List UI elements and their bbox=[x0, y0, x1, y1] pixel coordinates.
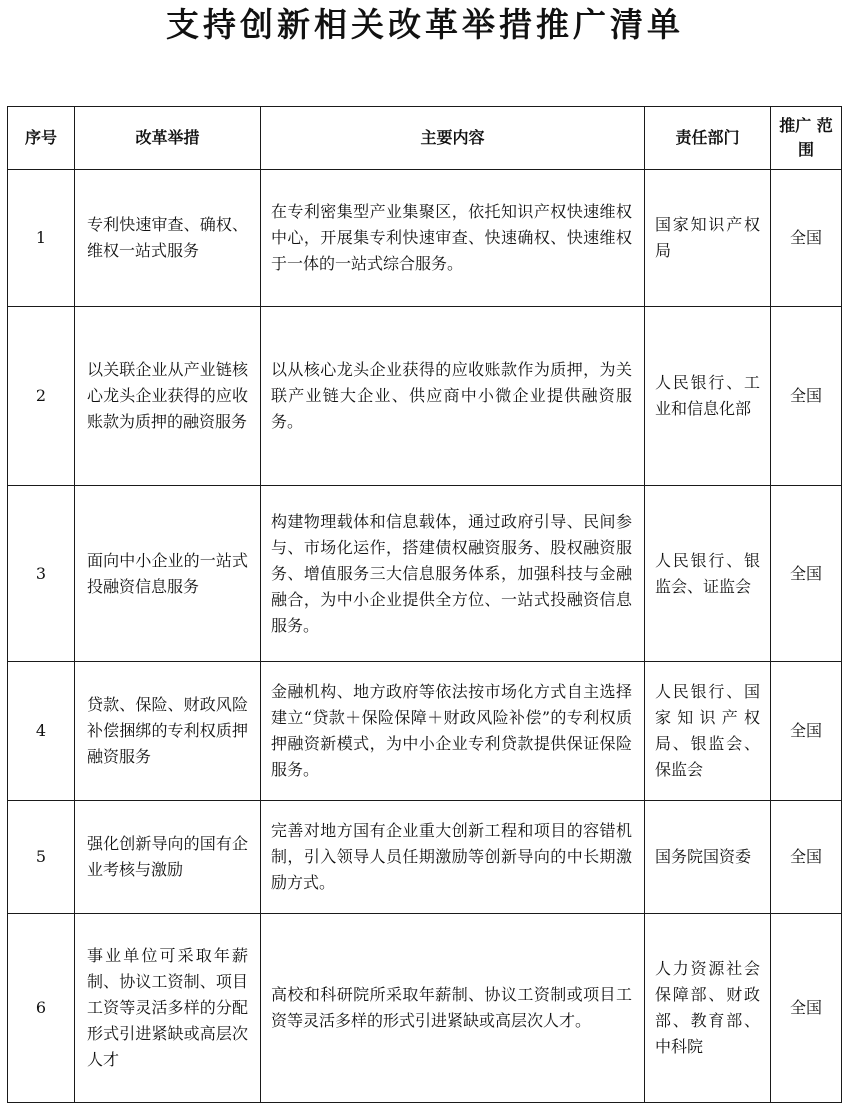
row-num: 3 bbox=[8, 486, 75, 662]
row-dept: 人力资源社会保障部、财政部、教育部、中科院 bbox=[645, 914, 771, 1103]
row-dept: 人民银行、国家知识产权局、银监会、保监会 bbox=[645, 662, 771, 801]
row-dept: 国务院国资委 bbox=[645, 801, 771, 914]
header-scope-line1: 推广 bbox=[779, 116, 812, 135]
row-dept: 人民银行、银监会、证监会 bbox=[645, 486, 771, 662]
row-scope: 全国 bbox=[771, 307, 842, 486]
row-scope: 全国 bbox=[771, 486, 842, 662]
table-row bbox=[8, 486, 842, 662]
row-num: 4 bbox=[8, 662, 75, 801]
row-content: 完善对地方国有企业重大创新工程和项目的容错机制，引入领导人员任期激励等创新导向的中长期激励方式。 bbox=[261, 801, 645, 914]
header-num: 序号 bbox=[8, 107, 75, 170]
row-num: 6 bbox=[8, 914, 75, 1103]
row-content: 金融机构、地方政府等依法按市场化方式自主选择建立“贷款＋保险保障＋财政风险补偿”的专利权质押融资新模式，为中小企业专利贷款提供保证保险服务。 bbox=[261, 662, 645, 801]
row-measure: 贷款、保险、财政风险补偿捆绑的专利权质押融资服务 bbox=[75, 662, 261, 801]
row-measure: 事业单位可采取年薪制、协议工资制、项目工资等灵活多样的分配形式引进紧缺或高层次人才 bbox=[75, 914, 261, 1103]
row-dept: 国家知识产权局 bbox=[645, 170, 771, 307]
page-title: 支持创新相关改革举措推广清单 bbox=[166, 5, 684, 44]
header-scope bbox=[771, 107, 842, 170]
row-dept: 人民银行、工业和信息化部 bbox=[645, 307, 771, 486]
row-measure: 专利快速审查、确权、维权一站式服务 bbox=[75, 170, 261, 307]
header-content: 主要内容 bbox=[261, 107, 645, 170]
header-measure: 改革举措 bbox=[75, 107, 261, 170]
row-scope: 全国 bbox=[771, 170, 842, 307]
table-row bbox=[8, 170, 842, 307]
table-row bbox=[8, 307, 842, 486]
header-scope-line2: 范围 bbox=[797, 116, 833, 159]
row-measure: 强化创新导向的国有企业考核与激励 bbox=[75, 801, 261, 914]
row-num: 5 bbox=[8, 801, 75, 914]
row-num: 2 bbox=[8, 307, 75, 486]
table-row bbox=[8, 914, 842, 1103]
header-dept: 责任部门 bbox=[645, 107, 771, 170]
row-content: 在专利密集型产业集聚区，依托知识产权快速维权中心，开展集专利快速审查、快速确权、快速维权于一体的一站式综合服务。 bbox=[261, 170, 645, 307]
row-content: 构建物理载体和信息载体，通过政府引导、民间参与、市场化运作，搭建债权融资服务、股权融资服务、增值服务三大信息服务体系，加强科技与金融融合，为中小企业提供全方位、一站式投融资信息服务。 bbox=[261, 486, 645, 662]
row-scope: 全国 bbox=[771, 914, 842, 1103]
row-scope: 全国 bbox=[771, 801, 842, 914]
row-measure: 以关联企业从产业链核心龙头企业获得的应收账款为质押的融资服务 bbox=[75, 307, 261, 486]
row-content: 高校和科研院所采取年薪制、协议工资制或项目工资等灵活多样的形式引进紧缺或高层次人才。 bbox=[261, 914, 645, 1103]
row-content: 以从核心龙头企业获得的应收账款作为质押，为关联产业链大企业、供应商中小微企业提供融资服务。 bbox=[261, 307, 645, 486]
row-measure: 面向中小企业的一站式投融资信息服务 bbox=[75, 486, 261, 662]
row-scope: 全国 bbox=[771, 662, 842, 801]
table-row bbox=[8, 801, 842, 914]
table-header-row bbox=[8, 107, 842, 170]
reform-measures-table bbox=[7, 106, 842, 1103]
table-row bbox=[8, 662, 842, 801]
row-num: 1 bbox=[8, 170, 75, 307]
